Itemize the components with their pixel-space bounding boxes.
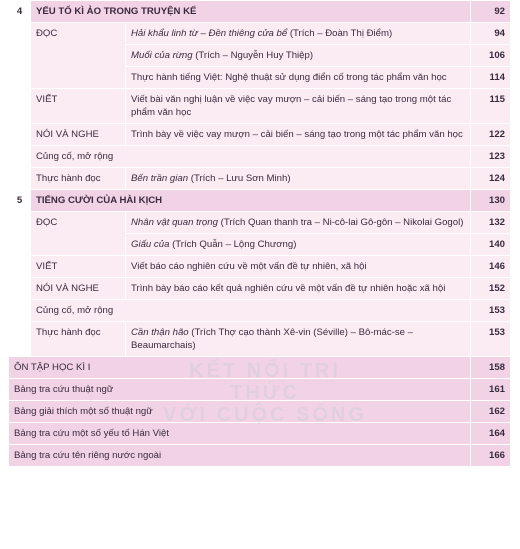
table-of-contents (8, 0, 511, 467)
page-number: 94 (471, 23, 511, 45)
page-number: 153 (471, 322, 511, 357)
page-number: 146 (471, 256, 511, 278)
section-label: Thực hành đọc (31, 168, 126, 190)
unit-number: 4 (9, 1, 31, 23)
page-number: 164 (471, 423, 511, 445)
unit-number: 5 (9, 190, 31, 212)
toc-row (9, 89, 511, 124)
unit-header-row (9, 1, 511, 23)
toc-row (9, 212, 511, 234)
entry-title: Giấu của (Trích Quẫn – Lộng Chương) (126, 234, 471, 256)
toc-row (9, 124, 511, 146)
entry-title: Thực hành tiếng Việt: Nghệ thuật sử dụng điển cố trong tác phẩm văn học (126, 67, 471, 89)
entry-title: Viết báo cáo nghiên cứu về một vấn đề tự nhiên, xã hội (126, 256, 471, 278)
appendix-row (9, 401, 511, 423)
appendix-label: Bảng tra cứu một số yếu tố Hán Việt (9, 423, 471, 445)
unit-title: TIẾNG CƯỜI CỦA HÀI KỊCH (31, 190, 471, 212)
page-number: 122 (471, 124, 511, 146)
unit-header-row (9, 190, 511, 212)
appendix-row (9, 357, 511, 379)
section-label: ĐỌC (31, 23, 126, 89)
toc-row (9, 322, 511, 357)
page-number: 166 (471, 445, 511, 467)
publisher-watermark: KẾT NỐI TRI THỨC VỚI CUỘC SỐNG (163, 360, 367, 426)
page-number: 140 (471, 234, 511, 256)
page-number: 152 (471, 278, 511, 300)
section-label: VIẾT (31, 256, 126, 278)
page-number: 153 (471, 300, 511, 322)
page-number: 124 (471, 168, 511, 190)
appendix-label: ÔN TẬP HỌC KÌ I (9, 357, 471, 379)
page-number: 123 (471, 146, 511, 168)
section-label: Thực hành đọc (31, 322, 126, 357)
entry-title: Cần thận hão (Trích Thợ cạo thành Xê-vin (Séville) – Bô-mác-se – Beaumarchais) (126, 322, 471, 357)
entry-title: Hải khẩu linh từ – Đền thiêng cửa bể (Trích – Đoàn Thị Điểm) (126, 23, 471, 45)
toc-row (9, 168, 511, 190)
entry-title: Viết bài văn nghị luận về việc vay mượn – cải biến – sáng tạo trong một tác phẩm văn học (126, 89, 471, 124)
review-label: Củng cố, mở rộng (31, 300, 471, 322)
appendix-label: Bảng tra cứu thuật ngữ (9, 379, 471, 401)
page-number: 114 (471, 67, 511, 89)
entry-title: Bến trần gian (Trích – Lưu Sơn Minh) (126, 168, 471, 190)
page-number: 158 (471, 357, 511, 379)
page-number: 161 (471, 379, 511, 401)
page-number: 132 (471, 212, 511, 234)
appendix-row (9, 445, 511, 467)
unit-title: YẾU TỐ KÌ ẢO TRONG TRUYỆN KỂ (31, 1, 471, 23)
entry-title: Muối của rừng (Trích – Nguyễn Huy Thiệp) (126, 45, 471, 67)
section-label: NÓI VÀ NGHE (31, 278, 126, 300)
page-number: 106 (471, 45, 511, 67)
page-number: 115 (471, 89, 511, 124)
appendix-row (9, 423, 511, 445)
page-number: 92 (471, 1, 511, 23)
review-label: Củng cố, mở rộng (31, 146, 471, 168)
page-number: 162 (471, 401, 511, 423)
appendix-label: Bảng tra cứu tên riêng nước ngoài (9, 445, 471, 467)
section-label: VIẾT (31, 89, 126, 124)
toc-row (9, 23, 511, 45)
entry-title: Nhân vật quan trọng (Trích Quan thanh tra – Ni-cô-lai Gô-gôn – Nikolai Gogol) (126, 212, 471, 234)
page-number: 130 (471, 190, 511, 212)
entry-title: Trình bày về việc vay mượn – cải biến – sáng tạo trong một tác phẩm văn học (126, 124, 471, 146)
appendix-label: Bảng giải thích một số thuật ngữ (9, 401, 471, 423)
toc-row (9, 300, 511, 322)
section-label: ĐỌC (31, 212, 126, 256)
entry-title: Trình bày báo cáo kết quả nghiên cứu về một vấn đề tự nhiên hoặc xã hội (126, 278, 471, 300)
toc-row (9, 146, 511, 168)
toc-row (9, 278, 511, 300)
toc-row (9, 256, 511, 278)
section-label: NÓI VÀ NGHE (31, 124, 126, 146)
appendix-row (9, 379, 511, 401)
